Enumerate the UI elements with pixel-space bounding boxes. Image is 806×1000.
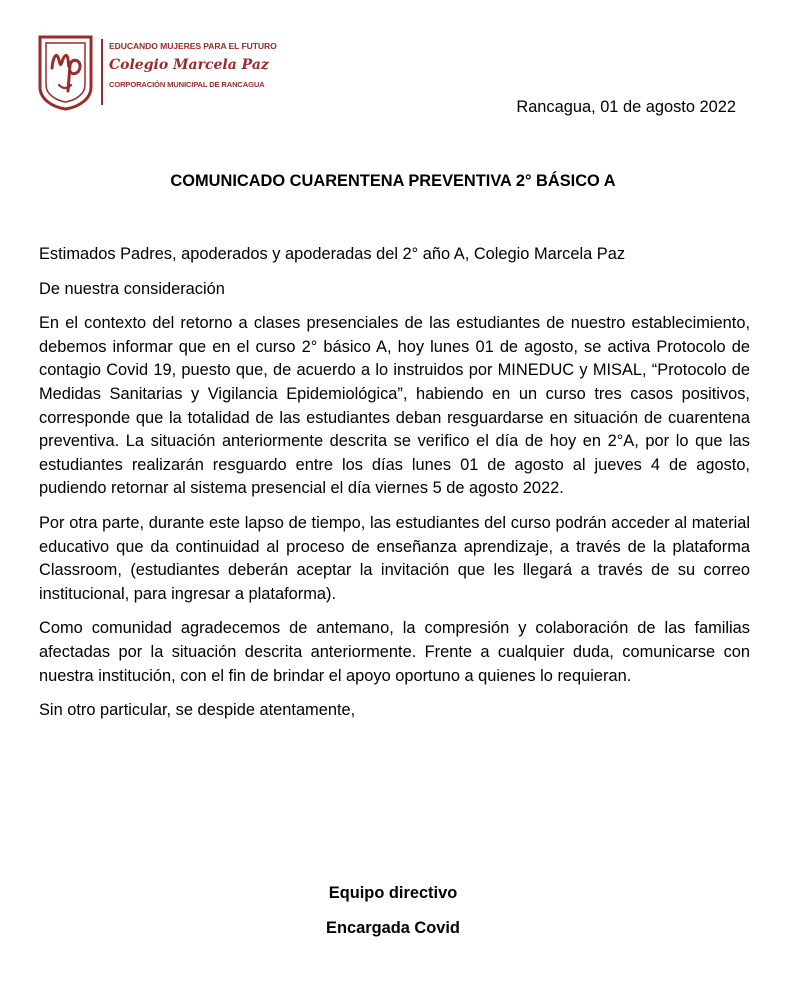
document-body	[39, 243, 750, 723]
consideration-line: De nuestra consideración	[39, 279, 225, 298]
signature-role: Encargada Covid	[326, 919, 460, 937]
logo-divider	[101, 39, 103, 105]
logo-tagline: EDUCANDO MUJERES PARA EL FUTURO	[109, 41, 277, 51]
paragraph-community: Como comunidad agradecemos de antemano, la compresión y colaboración de las familias afectadas por la situación descrita anteriormente. Frente a cualquier duda, comunicarse con nuestra institución, con el fin de brindar el apoyo oportuno a quienes lo requieran.	[39, 619, 750, 685]
document-title: COMUNICADO CUARENTENA PREVENTIVA 2° BÁSICO A	[170, 172, 616, 190]
logo-school-name: Colegio Marcela Paz	[109, 57, 269, 73]
paragraph-quarantine-notice: En el contexto del retorno a clases presenciales de las estudiantes de nuestro establecimiento, debemos informar que en el curso 2° básico A, hoy lunes 01 de agosto, se activa Protocolo de contagio Covid 19, puesto que, de acuerdo a lo instruidos por MINEDUC y MISAL, “Protocolo de Medidas Sanitarias y Vigilancia Epidemiológica”, habiendo en un curso tres casos positivos, corresponde que la totalidad de las estudiantes deban resguardarse en situación de cuarentena preventiva. La situación anteriormente descrita se verifico el día de hoy en 2°A, por lo que las estudiantes realizarán resguardo entre los días lunes 01 de agosto al jueves 4 de agosto, pudiendo retornar al sistema presencial el día viernes 5 de agosto 2022.	[39, 314, 750, 498]
closing-line: Sin otro particular, se despide atentamente,	[39, 701, 356, 720]
signature-team: Equipo directivo	[328, 884, 458, 902]
monogram-emblem-icon	[37, 35, 94, 111]
document-date: Rancagua, 01 de agosto 2022	[516, 98, 736, 116]
logo-corporation: CORPORACIÓN MUNICIPAL DE RANCAGUA	[109, 80, 265, 89]
paragraph-classroom: Por otra parte, durante este lapso de tiempo, las estudiantes del curso podrán acceder al material educativo que da continuidad al proceso de enseñanza aprendizaje, a través de la plataforma Classroom, (estudiantes deberán aceptar la invitación que les llegará a través de su correo institucional, para ingresar a plataforma).	[39, 513, 750, 603]
school-logo	[37, 35, 277, 115]
logo-text	[109, 41, 277, 92]
salutation: Estimados Padres, apoderados y apoderadas del 2° año A, Colegio Marcela Paz	[39, 245, 626, 263]
